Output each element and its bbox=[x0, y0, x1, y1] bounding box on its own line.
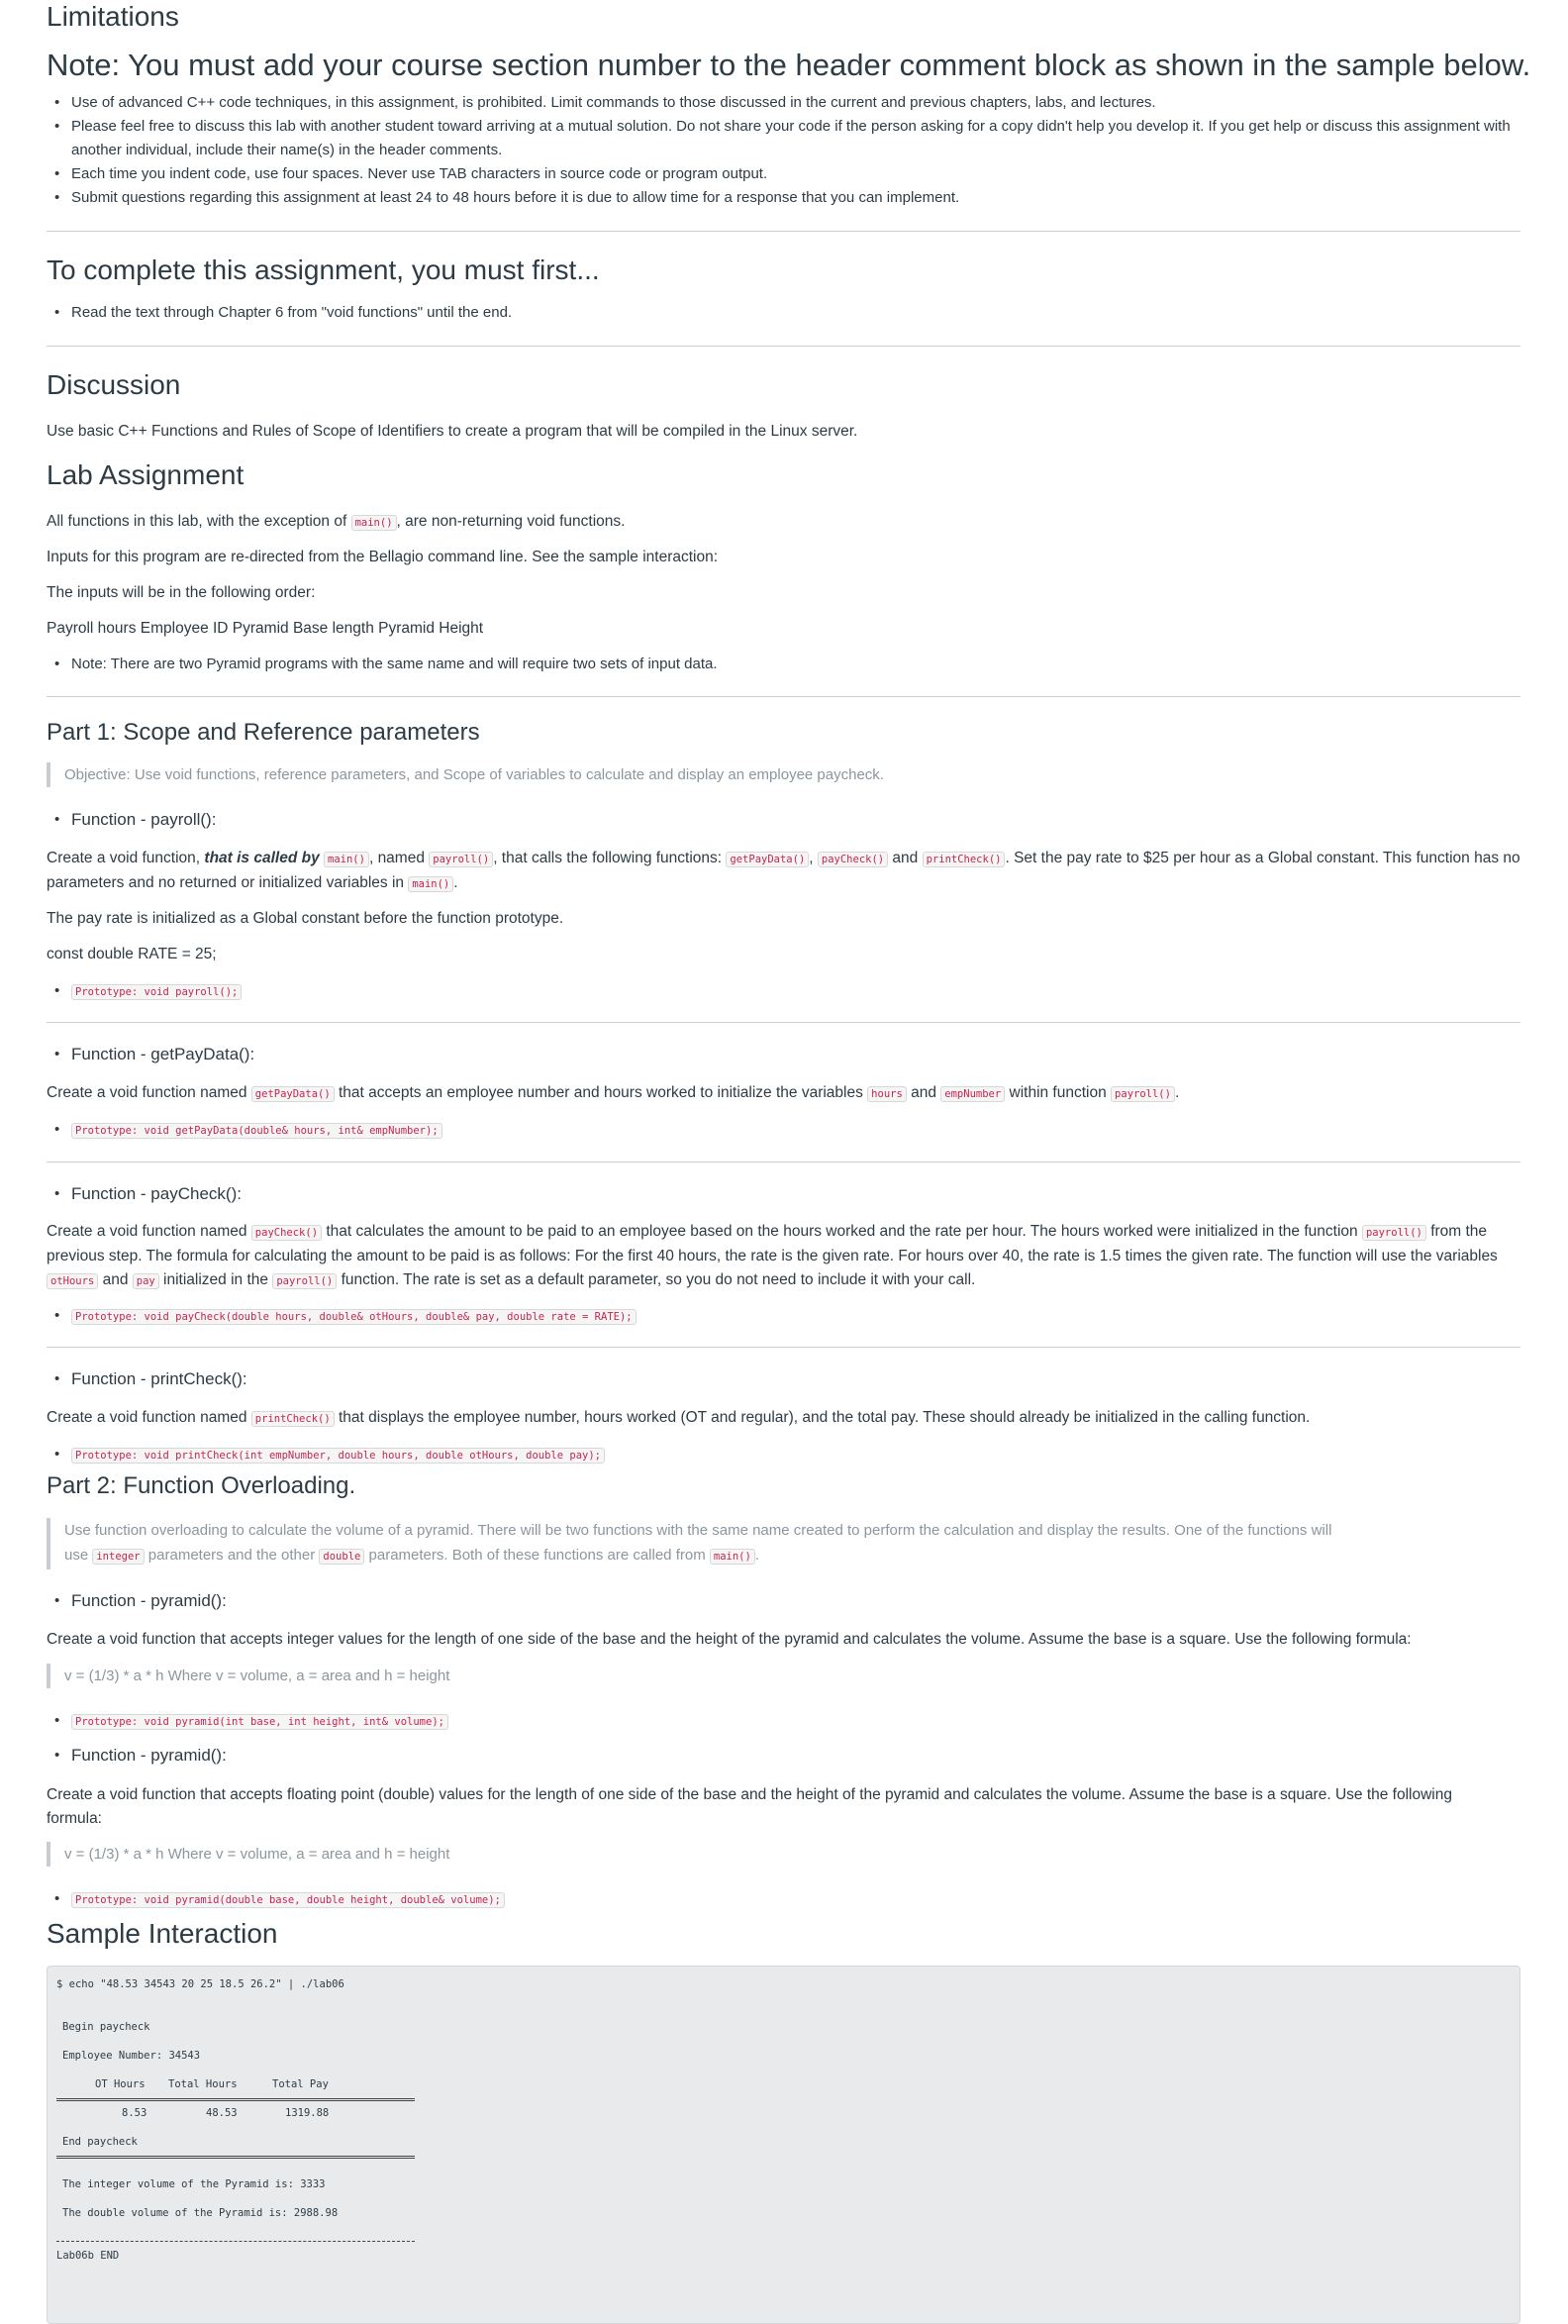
discussion-text: Use basic C++ Functions and Rules of Scope of Identifiers to create a program that will be compiled in the Linux server. bbox=[47, 423, 858, 440]
text-span: parameters and the other bbox=[147, 1547, 316, 1564]
text-span: , bbox=[809, 850, 814, 866]
inline-code: getPayData() bbox=[251, 1086, 335, 1102]
text-span: has no parameters and no returned or initialized variables in bbox=[47, 850, 1520, 891]
printcheck-description bbox=[47, 1406, 1520, 1431]
limitations-list bbox=[54, 91, 1520, 210]
printcheck-prototype-list bbox=[54, 1443, 1520, 1467]
part1-heading: Part 1: Scope and Reference parameters bbox=[47, 719, 480, 746]
text-span: Create a void function named bbox=[47, 1084, 247, 1101]
divider bbox=[47, 1022, 1520, 1023]
inline-code: otHours bbox=[47, 1273, 98, 1289]
list-item bbox=[54, 1887, 1520, 1912]
sample-command: $ echo "48.53 34543 20 25 18.5 26.2" | ./lab06 bbox=[56, 1978, 344, 1990]
text-span: and bbox=[892, 850, 919, 866]
prereq-heading: To complete this assignment, you must first... bbox=[47, 254, 600, 285]
part1-objective: Objective: Use void functions, reference parameters, and Scope of variables to calculate and display an employee paycheck. bbox=[47, 762, 1520, 787]
getpaydata-description bbox=[47, 1081, 1520, 1106]
list-item bbox=[54, 1443, 1520, 1467]
sample-header-ot: OT Hours bbox=[95, 2078, 146, 2090]
list-item: • Please feel free to discuss this lab with another student toward arriving at a mutual solution. Do not share your code if the person asking for a copy didn't help you develop it. If you get help or discuss this assignment with another individual, include their name(s) in the header comments. bbox=[54, 115, 1520, 162]
sample-output-block bbox=[47, 1966, 1520, 2324]
text-span: within function bbox=[1009, 1084, 1107, 1101]
pyramid-double-formula: v = (1/3) * a * h Where v = volume, a = area and h = height bbox=[47, 1842, 1520, 1867]
printcheck-prototype: Prototype: void printCheck(int empNumber, double hours, double otHours, double pay); bbox=[71, 1448, 605, 1464]
lab-paragraph-3: The inputs will be in the following order: bbox=[47, 584, 316, 601]
divider bbox=[47, 696, 1520, 697]
inline-code: integer bbox=[92, 1549, 144, 1565]
lab-note-list bbox=[54, 653, 1520, 676]
sample-begin: Begin paycheck bbox=[62, 2021, 150, 2033]
list-item: • Use of advanced C++ code techniques, in this assignment, is prohibited. Limit commands to those discussed in the current and previous chapters, labs, and lectures. bbox=[54, 91, 1520, 115]
pyramid-double-heading-list bbox=[54, 1744, 1520, 1768]
inline-code: payroll() bbox=[1111, 1086, 1175, 1102]
divider bbox=[47, 1347, 1520, 1348]
sample-value-ot: 8.53 bbox=[122, 2107, 147, 2119]
inline-code: payroll() bbox=[429, 852, 493, 867]
const-line: const double RATE = 25; bbox=[47, 946, 217, 962]
sample-employee-number: Employee Number: 34543 bbox=[62, 2050, 201, 2062]
part2-objective bbox=[47, 1518, 1520, 1569]
text-span: from bbox=[1430, 1223, 1462, 1240]
paycheck-description bbox=[47, 1220, 1520, 1293]
pyramid-int-description: Create a void function that accepts integer values for the length of one side of the base and the height of the pyramid and calculates the volume. Assume the base is a square. Use the following formula: bbox=[47, 1631, 1412, 1648]
text-span: All functions in this lab, with the exception of bbox=[47, 513, 347, 530]
getpaydata-prototype: Prototype: void getPayData(double& hours, int& empNumber); bbox=[71, 1123, 442, 1139]
printcheck-function-heading: • Function - printCheck(): bbox=[54, 1367, 1520, 1391]
rate-description: The pay rate is initialized as a Global constant before the function prototype. bbox=[47, 910, 564, 927]
list-item: • Submit questions regarding this assignment at least 24 to 48 hours before it is due to allow time for a response that you can implement. bbox=[54, 186, 1520, 210]
inline-code: empNumber bbox=[940, 1086, 1005, 1102]
inline-code: double bbox=[319, 1549, 364, 1565]
inline-code: main() bbox=[408, 876, 453, 892]
pyramid-double-prototype: Prototype: void pyramid(double base, double height, double& volume); bbox=[71, 1892, 505, 1908]
part2-heading: Part 2: Function Overloading. bbox=[47, 1472, 356, 1499]
sample-rule bbox=[56, 2241, 415, 2242]
inline-code: main() bbox=[710, 1549, 755, 1565]
inline-code: pay bbox=[133, 1273, 159, 1289]
inline-code: hours bbox=[867, 1086, 907, 1102]
paycheck-prototype: Prototype: void payCheck(double hours, double& otHours, double& pay, double rate = RATE); bbox=[71, 1309, 637, 1325]
text-span: initialized in the bbox=[163, 1271, 269, 1288]
list-item bbox=[54, 1304, 1520, 1329]
pyramid-double-description bbox=[47, 1783, 1520, 1831]
pyramid-double-function-heading: • Function - pyramid(): bbox=[54, 1744, 1520, 1768]
inline-code: printCheck() bbox=[923, 852, 1006, 867]
divider bbox=[47, 231, 1520, 232]
inline-code: printCheck() bbox=[251, 1411, 335, 1427]
sample-integer-volume: The integer volume of the Pyramid is: 3333 bbox=[62, 2178, 326, 2190]
inline-code: main() bbox=[351, 515, 397, 531]
pyramid-double-prototype-list bbox=[54, 1887, 1520, 1912]
text-span: Create a void function named bbox=[47, 1223, 247, 1240]
emphasis-text: that is called by bbox=[204, 850, 320, 866]
sample-rule bbox=[56, 2098, 415, 2101]
list-item: • Read the text through Chapter 6 from "void functions" until the end. bbox=[54, 301, 1520, 325]
inline-code: payCheck() bbox=[818, 852, 888, 867]
text-span: Create a void function named bbox=[47, 1409, 247, 1426]
text-span: that accepts an employee number and hours worked to initialize the variables bbox=[338, 1084, 863, 1101]
sample-value-total-hours: 48.53 bbox=[206, 2107, 238, 2119]
lab-assignment-heading: Lab Assignment bbox=[47, 459, 245, 490]
text-span: use bbox=[64, 1547, 89, 1564]
text-span: Use function overloading to calculate the volume of a pyramid. There will be two functions with the same name created to perform the calculation and display the results. One of the functions will bbox=[64, 1522, 1332, 1539]
getpaydata-function-heading: • Function - getPayData(): bbox=[54, 1043, 1520, 1066]
list-item bbox=[54, 1709, 1520, 1734]
inline-code: payCheck() bbox=[251, 1225, 322, 1241]
prereq-list bbox=[54, 301, 1520, 325]
inline-code: getPayData() bbox=[726, 852, 809, 867]
discussion-heading: Discussion bbox=[47, 369, 181, 400]
sample-interaction-heading: Sample Interaction bbox=[47, 1918, 278, 1949]
paycheck-function-heading: • Function - payCheck(): bbox=[54, 1182, 1520, 1206]
text-span: parameters. Both of these functions are called from bbox=[368, 1547, 706, 1564]
text-span: . bbox=[754, 1547, 759, 1564]
sample-end: End paycheck bbox=[62, 2136, 138, 2148]
payroll-prototype-list bbox=[54, 979, 1520, 1004]
divider bbox=[47, 346, 1520, 347]
lab-paragraph-4: Payroll hours Employee ID Pyramid Base length Pyramid Height bbox=[47, 620, 484, 637]
text-span: , that calls the following functions: bbox=[493, 850, 723, 866]
sample-double-volume: The double volume of the Pyramid is: 2988.98 bbox=[62, 2207, 339, 2219]
printcheck-heading-list bbox=[54, 1367, 1520, 1391]
pyramid-int-prototype: Prototype: void pyramid(int base, int height, int& volume); bbox=[71, 1714, 448, 1730]
text-span: Create a void function, bbox=[47, 850, 201, 866]
getpaydata-heading-list bbox=[54, 1043, 1520, 1066]
payroll-heading-list bbox=[54, 808, 1520, 832]
inline-code: payroll() bbox=[1362, 1225, 1426, 1241]
pyramid-int-formula: v = (1/3) * a * h Where v = volume, a = area and h = height bbox=[47, 1664, 1520, 1688]
text-span: , are non-returning void functions. bbox=[396, 513, 626, 530]
payroll-description bbox=[47, 847, 1520, 896]
list-item: • Note: There are two Pyramid programs with the same name and will require two sets of input data. bbox=[54, 653, 1520, 676]
pyramid-int-heading-list bbox=[54, 1589, 1520, 1613]
paycheck-prototype-list bbox=[54, 1304, 1520, 1329]
list-item bbox=[54, 1118, 1520, 1143]
sample-value-total-pay: 1319.88 bbox=[285, 2107, 330, 2119]
text-span: . bbox=[453, 874, 458, 891]
payroll-prototype: Prototype: void payroll(); bbox=[71, 984, 242, 1000]
text-span: function. The rate is set as a default parameter, so you do not need to include it with your call. bbox=[341, 1271, 976, 1288]
text-span: . Set the pay rate to $25 per hour as a Global constant. This function bbox=[1005, 850, 1470, 866]
lab-paragraph-2: Inputs for this program are re-directed from the Bellagio command line. See the sample interaction: bbox=[47, 549, 719, 565]
list-item bbox=[54, 979, 1520, 1004]
inline-code: payroll() bbox=[272, 1273, 337, 1289]
list-item: • Each time you indent code, use four spaces. Never use TAB characters in source code or program output. bbox=[54, 162, 1520, 186]
lab-paragraph-1 bbox=[47, 510, 1520, 535]
pyramid-int-function-heading: • Function - pyramid(): bbox=[54, 1589, 1520, 1613]
text-span: , named bbox=[368, 850, 425, 866]
payroll-function-heading: • Function - payroll(): bbox=[54, 808, 1520, 832]
text-span: and bbox=[911, 1084, 936, 1101]
sample-rule bbox=[56, 2156, 415, 2159]
section-note-heading: Note: You must add your course section number to the header comment block as shown in the sample below. bbox=[47, 48, 1531, 82]
text-span: formula: bbox=[47, 1810, 102, 1827]
limitations-heading: Limitations bbox=[47, 1, 179, 32]
text-span: Create a void function that accepts floating point (double) values for the length of one side of the base and the height of the pyramid and calculates the volume. Assume the base is a square. Use the following bbox=[47, 1786, 1452, 1803]
text-span: . bbox=[1174, 1084, 1180, 1101]
sample-header-total-pay: Total Pay bbox=[272, 2078, 329, 2090]
text-span: variables bbox=[1435, 1248, 1498, 1264]
text-span: that calculates the amount to be paid to an employee based on the hours worked and the rate per hour. The hours worked were initialized in the function bbox=[326, 1223, 1358, 1240]
text-span: and bbox=[102, 1271, 129, 1288]
text-span: that displays the employee number, hours worked (OT and regular), and the total pay. These should already be initialized in the calling function. bbox=[338, 1409, 1311, 1426]
sample-lab-end: Lab06b END bbox=[56, 2250, 120, 2262]
inline-code: main() bbox=[324, 852, 369, 867]
paycheck-heading-list bbox=[54, 1182, 1520, 1206]
text-span: the previous step. The formula for calculating the amount to be paid is as follows: For the first 40 hours, the rate is the given rate. For hours over 40, the rate is 1.5 times the given rate. The function will use the bbox=[47, 1223, 1488, 1264]
pyramid-int-prototype-list bbox=[54, 1709, 1520, 1734]
sample-header-total-hours: Total Hours bbox=[168, 2078, 238, 2090]
getpaydata-prototype-list bbox=[54, 1118, 1520, 1143]
